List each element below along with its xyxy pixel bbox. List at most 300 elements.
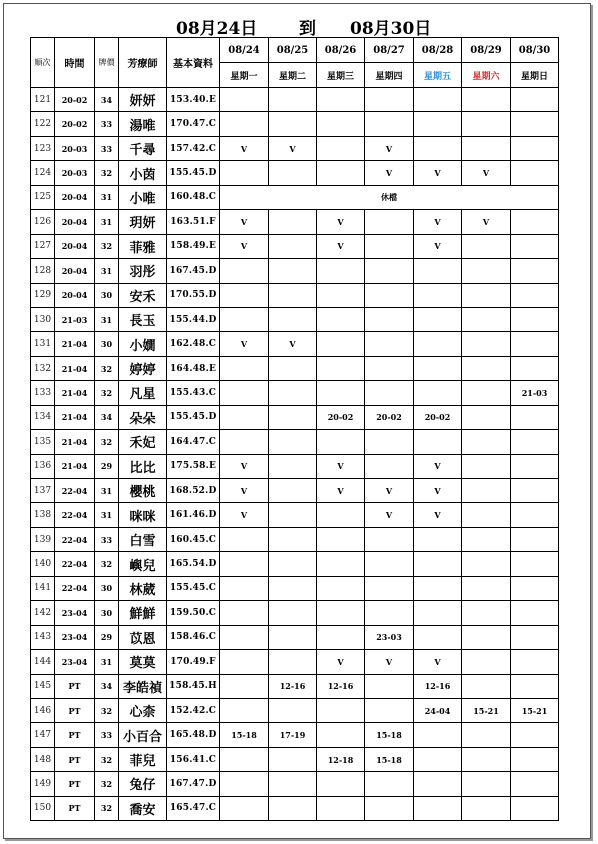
header-date: 08/26 <box>317 38 365 63</box>
therapist-name: 莫莫 <box>119 650 167 674</box>
therapist-info: 161.46.D <box>167 503 220 527</box>
day-cell <box>511 161 559 185</box>
day-cell: V <box>220 136 269 160</box>
therapist-info: 165.48.D <box>167 723 220 747</box>
day-cell <box>269 552 317 576</box>
day-cell <box>269 698 317 722</box>
day-cell: 12-16 <box>317 674 365 698</box>
schedule-body <box>31 88 559 821</box>
day-cell <box>462 283 511 307</box>
table-row <box>31 405 559 429</box>
header-seq: 順次 <box>31 38 55 88</box>
seq-cell: 150 <box>31 796 55 820</box>
day-cell <box>220 161 269 185</box>
therapist-name: 妍妍 <box>119 88 167 112</box>
day-cell <box>462 747 511 771</box>
day-cell: 15-21 <box>462 698 511 722</box>
therapist-name: 菲雅 <box>119 234 167 258</box>
day-cell <box>414 552 462 576</box>
day-cell <box>511 88 559 112</box>
seats-cell: 31 <box>95 210 119 234</box>
day-cell <box>511 674 559 698</box>
seats-cell: 30 <box>95 283 119 307</box>
seq-cell: 149 <box>31 772 55 796</box>
table-row <box>31 112 559 136</box>
therapist-name: 長玉 <box>119 307 167 331</box>
day-cell <box>511 772 559 796</box>
day-cell: 23-03 <box>365 625 414 649</box>
table-row <box>31 625 559 649</box>
day-cell <box>269 356 317 380</box>
seq-cell: 140 <box>31 552 55 576</box>
time-cell: 21-03 <box>55 307 95 331</box>
day-cell <box>462 381 511 405</box>
day-cell <box>220 88 269 112</box>
table-row <box>31 234 559 258</box>
day-cell <box>462 88 511 112</box>
day-cell: 15-18 <box>365 747 414 771</box>
therapist-info: 162.48.C <box>167 332 220 356</box>
therapist-info: 155.43.C <box>167 381 220 405</box>
schedule-title <box>0 14 598 38</box>
day-cell <box>511 283 559 307</box>
time-cell: 21-04 <box>55 405 95 429</box>
day-cell <box>365 210 414 234</box>
day-cell: 24-04 <box>414 698 462 722</box>
day-cell: V <box>317 454 365 478</box>
day-off-note: 休檔 <box>220 185 559 209</box>
time-cell: 20-02 <box>55 88 95 112</box>
header-therapist: 芳療師 <box>119 38 167 88</box>
day-cell <box>365 307 414 331</box>
day-cell <box>462 625 511 649</box>
day-cell <box>220 259 269 283</box>
day-cell: V <box>365 161 414 185</box>
header-weekday: 星期日 <box>511 63 559 88</box>
day-cell <box>317 161 365 185</box>
day-cell: V <box>414 454 462 478</box>
title-to: 到 <box>299 19 316 39</box>
day-cell <box>220 698 269 722</box>
day-cell <box>317 332 365 356</box>
day-cell <box>269 161 317 185</box>
table-row <box>31 185 559 209</box>
day-cell <box>462 479 511 503</box>
header-weekday: 星期六 <box>462 63 511 88</box>
seats-cell: 33 <box>95 136 119 160</box>
therapist-info: 155.44.D <box>167 307 220 331</box>
day-cell <box>365 576 414 600</box>
seats-cell: 31 <box>95 503 119 527</box>
day-cell <box>365 796 414 820</box>
therapist-name: 朵朵 <box>119 405 167 429</box>
day-cell <box>220 674 269 698</box>
therapist-info: 167.45.D <box>167 259 220 283</box>
day-cell <box>269 503 317 527</box>
therapist-info: 167.47.D <box>167 772 220 796</box>
day-cell <box>462 356 511 380</box>
day-cell <box>365 552 414 576</box>
seats-cell: 33 <box>95 527 119 551</box>
day-cell: V <box>462 210 511 234</box>
day-cell <box>269 307 317 331</box>
therapist-name: 白雪 <box>119 527 167 551</box>
day-cell <box>269 772 317 796</box>
schedule-table <box>30 37 559 821</box>
seats-cell: 31 <box>95 259 119 283</box>
day-cell <box>317 503 365 527</box>
therapist-info: 155.45.C <box>167 576 220 600</box>
day-cell <box>220 625 269 649</box>
day-cell <box>365 381 414 405</box>
therapist-info: 164.48.E <box>167 356 220 380</box>
day-cell: V <box>317 210 365 234</box>
therapist-name: 心柰 <box>119 698 167 722</box>
day-cell <box>462 796 511 820</box>
day-cell: V <box>317 234 365 258</box>
seq-cell: 136 <box>31 454 55 478</box>
day-cell <box>220 307 269 331</box>
therapist-name: 林葳 <box>119 576 167 600</box>
time-cell: 20-04 <box>55 210 95 234</box>
therapist-info: 170.47.C <box>167 112 220 136</box>
therapist-info: 155.45.D <box>167 161 220 185</box>
day-cell <box>462 552 511 576</box>
day-cell <box>511 552 559 576</box>
day-cell: 12-16 <box>269 674 317 698</box>
day-cell <box>317 527 365 551</box>
time-cell: PT <box>55 772 95 796</box>
seq-cell: 134 <box>31 405 55 429</box>
day-cell <box>462 259 511 283</box>
day-cell: 20-02 <box>414 405 462 429</box>
table-row <box>31 283 559 307</box>
title-end-date: 08月30日 <box>350 19 432 39</box>
day-cell <box>511 210 559 234</box>
seats-cell: 32 <box>95 234 119 258</box>
day-cell <box>511 234 559 258</box>
seats-cell: 32 <box>95 747 119 771</box>
day-cell <box>462 136 511 160</box>
day-cell <box>365 234 414 258</box>
day-cell <box>414 307 462 331</box>
therapist-name: 比比 <box>119 454 167 478</box>
seats-cell: 32 <box>95 381 119 405</box>
therapist-name: 小嫺 <box>119 332 167 356</box>
day-cell <box>220 772 269 796</box>
therapist-name: 千尋 <box>119 136 167 160</box>
day-cell <box>365 601 414 625</box>
day-cell <box>511 405 559 429</box>
day-cell <box>414 601 462 625</box>
day-cell <box>269 479 317 503</box>
table-row <box>31 381 559 405</box>
therapist-name: 湯唯 <box>119 112 167 136</box>
day-cell <box>462 307 511 331</box>
seq-cell: 141 <box>31 576 55 600</box>
table-row <box>31 307 559 331</box>
day-cell <box>269 601 317 625</box>
day-cell <box>511 796 559 820</box>
seq-cell: 124 <box>31 161 55 185</box>
title-start-date: 08月24日 <box>176 19 258 39</box>
header-date: 08/25 <box>269 38 317 63</box>
day-cell <box>317 552 365 576</box>
therapist-name: 小百合 <box>119 723 167 747</box>
day-cell <box>365 430 414 454</box>
therapist-info: 164.47.C <box>167 430 220 454</box>
day-cell <box>511 747 559 771</box>
day-cell <box>414 723 462 747</box>
therapist-info: 158.45.H <box>167 674 220 698</box>
header-date: 08/28 <box>414 38 462 63</box>
time-cell: 22-04 <box>55 503 95 527</box>
therapist-name: 苡恩 <box>119 625 167 649</box>
day-cell <box>365 674 414 698</box>
seats-cell: 32 <box>95 161 119 185</box>
seq-cell: 147 <box>31 723 55 747</box>
therapist-info: 155.45.D <box>167 405 220 429</box>
day-cell <box>462 430 511 454</box>
day-cell <box>414 332 462 356</box>
table-row <box>31 161 559 185</box>
therapist-info: 163.51.F <box>167 210 220 234</box>
day-cell: V <box>414 650 462 674</box>
day-cell <box>317 601 365 625</box>
day-cell <box>462 601 511 625</box>
day-cell <box>414 381 462 405</box>
header-seats: 牌價 <box>95 38 119 88</box>
header-date: 08/30 <box>511 38 559 63</box>
time-cell: 21-04 <box>55 381 95 405</box>
therapist-name: 凡星 <box>119 381 167 405</box>
day-cell: V <box>269 136 317 160</box>
day-cell <box>220 747 269 771</box>
therapist-name: 兔仔 <box>119 772 167 796</box>
seq-cell: 133 <box>31 381 55 405</box>
day-cell: 15-18 <box>220 723 269 747</box>
day-cell <box>511 454 559 478</box>
day-cell <box>269 88 317 112</box>
day-cell: V <box>414 161 462 185</box>
therapist-name: 玥妍 <box>119 210 167 234</box>
day-cell <box>414 772 462 796</box>
therapist-info: 158.49.E <box>167 234 220 258</box>
day-cell <box>269 650 317 674</box>
day-cell <box>317 259 365 283</box>
day-cell <box>511 430 559 454</box>
therapist-info: 156.41.C <box>167 747 220 771</box>
day-cell <box>365 259 414 283</box>
day-cell <box>365 698 414 722</box>
day-cell: V <box>414 479 462 503</box>
seq-cell: 143 <box>31 625 55 649</box>
day-cell: V <box>269 332 317 356</box>
table-row <box>31 723 559 747</box>
day-cell <box>511 356 559 380</box>
therapist-name: 咪咪 <box>119 503 167 527</box>
day-cell <box>220 796 269 820</box>
seats-cell: 33 <box>95 112 119 136</box>
day-cell <box>462 112 511 136</box>
table-row <box>31 576 559 600</box>
time-cell: 20-03 <box>55 161 95 185</box>
day-cell <box>414 796 462 820</box>
day-cell <box>269 112 317 136</box>
time-cell: 21-04 <box>55 454 95 478</box>
day-cell: V <box>220 234 269 258</box>
day-cell <box>414 527 462 551</box>
time-cell: 20-04 <box>55 259 95 283</box>
day-cell <box>511 332 559 356</box>
day-cell <box>511 723 559 747</box>
day-cell <box>365 332 414 356</box>
therapist-name: 小茵 <box>119 161 167 185</box>
header-info: 基本資料 <box>167 38 220 88</box>
day-cell <box>269 259 317 283</box>
day-cell <box>511 527 559 551</box>
day-cell <box>365 772 414 796</box>
day-cell <box>414 283 462 307</box>
day-cell <box>317 381 365 405</box>
therapist-info: 168.52.D <box>167 479 220 503</box>
time-cell: 22-04 <box>55 527 95 551</box>
seq-cell: 135 <box>31 430 55 454</box>
seats-cell: 30 <box>95 601 119 625</box>
seq-cell: 148 <box>31 747 55 771</box>
time-cell: 22-04 <box>55 479 95 503</box>
seats-cell: 34 <box>95 674 119 698</box>
table-row <box>31 479 559 503</box>
time-cell: PT <box>55 747 95 771</box>
day-cell: V <box>414 234 462 258</box>
day-cell <box>317 723 365 747</box>
day-cell <box>269 625 317 649</box>
day-cell <box>462 234 511 258</box>
seats-cell: 34 <box>95 88 119 112</box>
therapist-info: 160.45.C <box>167 527 220 551</box>
day-cell <box>317 772 365 796</box>
day-cell: 12-18 <box>317 747 365 771</box>
day-cell <box>511 601 559 625</box>
day-cell <box>365 527 414 551</box>
day-cell <box>365 283 414 307</box>
header-weekday: 星期五 <box>414 63 462 88</box>
header-time: 時間 <box>55 38 95 88</box>
day-cell: V <box>220 332 269 356</box>
time-cell: 21-04 <box>55 430 95 454</box>
day-cell <box>317 430 365 454</box>
table-row <box>31 430 559 454</box>
header-weekday: 星期一 <box>220 63 269 88</box>
therapist-info: 175.58.E <box>167 454 220 478</box>
day-cell: 20-02 <box>365 405 414 429</box>
therapist-info: 158.46.C <box>167 625 220 649</box>
time-cell: 20-03 <box>55 136 95 160</box>
therapist-name: 安禾 <box>119 283 167 307</box>
day-cell <box>317 307 365 331</box>
time-cell: 23-04 <box>55 601 95 625</box>
table-row <box>31 601 559 625</box>
seq-cell: 131 <box>31 332 55 356</box>
day-cell <box>462 454 511 478</box>
day-cell <box>269 234 317 258</box>
seq-cell: 142 <box>31 601 55 625</box>
seats-cell: 32 <box>95 552 119 576</box>
day-cell <box>414 430 462 454</box>
table-row <box>31 674 559 698</box>
table-row <box>31 796 559 820</box>
day-cell <box>414 88 462 112</box>
day-cell <box>365 88 414 112</box>
time-cell: 20-04 <box>55 283 95 307</box>
therapist-info: 165.54.D <box>167 552 220 576</box>
seq-cell: 126 <box>31 210 55 234</box>
day-cell <box>511 112 559 136</box>
day-cell <box>414 136 462 160</box>
therapist-name: 小唯 <box>119 185 167 209</box>
time-cell: 23-04 <box>55 625 95 649</box>
day-cell <box>462 503 511 527</box>
seq-cell: 144 <box>31 650 55 674</box>
day-cell <box>462 332 511 356</box>
day-cell <box>462 576 511 600</box>
day-cell <box>365 112 414 136</box>
day-cell <box>511 259 559 283</box>
day-cell <box>317 698 365 722</box>
seq-cell: 128 <box>31 259 55 283</box>
day-cell: 20-02 <box>317 405 365 429</box>
therapist-name: 菲兒 <box>119 747 167 771</box>
day-cell <box>317 576 365 600</box>
day-cell <box>317 88 365 112</box>
table-row <box>31 698 559 722</box>
time-cell: 20-02 <box>55 112 95 136</box>
therapist-info: 157.42.C <box>167 136 220 160</box>
therapist-info: 159.50.C <box>167 601 220 625</box>
day-cell: V <box>462 161 511 185</box>
seq-cell: 121 <box>31 88 55 112</box>
day-cell: V <box>220 210 269 234</box>
day-cell <box>269 454 317 478</box>
day-cell <box>462 405 511 429</box>
day-cell: V <box>365 650 414 674</box>
day-cell: V <box>365 503 414 527</box>
day-cell <box>269 576 317 600</box>
day-cell <box>414 747 462 771</box>
header-weekday: 星期二 <box>269 63 317 88</box>
table-row <box>31 503 559 527</box>
table-row <box>31 136 559 160</box>
table-row <box>31 88 559 112</box>
time-cell: 21-04 <box>55 356 95 380</box>
seats-cell: 32 <box>95 356 119 380</box>
table-row <box>31 527 559 551</box>
seats-cell: 29 <box>95 454 119 478</box>
therapist-name: 嶼兒 <box>119 552 167 576</box>
time-cell: 23-04 <box>55 650 95 674</box>
table-row <box>31 552 559 576</box>
day-cell: V <box>317 479 365 503</box>
day-cell <box>365 356 414 380</box>
therapist-info: 152.42.C <box>167 698 220 722</box>
seq-cell: 125 <box>31 185 55 209</box>
time-cell: 22-04 <box>55 576 95 600</box>
day-cell: V <box>414 210 462 234</box>
day-cell <box>317 283 365 307</box>
time-cell: 21-04 <box>55 332 95 356</box>
seats-cell: 32 <box>95 430 119 454</box>
